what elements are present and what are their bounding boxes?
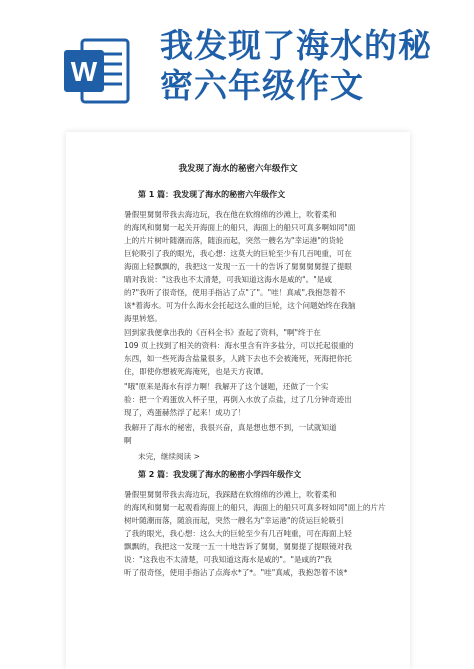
text-line: 巨轮吸引了我的眼光，我心想：这莫大的巨轮至少有几百吨重，可在 [124,249,352,258]
section-2-paragraph-1 [124,488,410,579]
text-line: 回到家我便拿出我的《百科全书》查起了资料，"啊"终于在 [124,328,321,337]
text-line: 了我的眼光，我心想：这么大的巨轮至少有几百吨重，可在海面上轻 [124,529,352,538]
section-1-paragraph-3 [124,380,410,419]
text-line: 的?"我听了很奇怪，使用手指沾了点"了"。"哇！真咸",我抱怨着不 [124,288,346,297]
text-line: 听了很奇怪，使用手指沾了点海水*了*。"哇"真咸，我抱怨着不该* [124,568,348,577]
text-line: 的海风和舅舅一起观看海面上的船只，海面上的船只可真多呀如同"面上的片片 [124,503,386,512]
text-line: 海面上轻飘飘的，我把这一发现一五一十的告诉了舅舅舅舅提了提眼 [124,262,352,271]
svg-text:W: W [70,56,98,87]
text-line: 现了，鸡蛋赫然浮了起来！成功了！ [124,408,246,417]
continue-reading-link[interactable]: 未完，继续阅读 > [138,452,200,461]
text-line: 我解开了海水的秘密，我很兴奋，真是想也想不到，一试就知道 [124,423,337,432]
text-line: 东西，如一些死海含盐量很多，人跳下去也不会被淹死，死海把你托 [124,354,352,363]
text-line: 树叶随潮而落，随浪而起，突然一艘名为"幸运港"的货运巨轮吸引 [124,516,344,525]
document-page [66,132,410,669]
section-1-paragraph-4 [124,421,410,447]
section-1-paragraph-2 [124,326,410,378]
text-line: 的海风和舅舅一起关开海面上的船只，海面上的船只可真多啊如同"面 [124,223,356,232]
text-line: 暑假里舅舅带我去海边玩，我踩踏在软绵绵的沙滩上，吹着柔和 [124,490,337,499]
text-line: 住，即使你想被死海淹死，也是天方夜谭。 [124,367,269,376]
text-line: "哦"原来是海水有浮力啊！我解开了这个谜题，还做了一个实 [124,382,329,391]
banner-title-line1: 我发现了海水的秘 [160,26,432,65]
banner [0,0,474,135]
text-line: 睛对我说："这我也不太清楚，可我知道这海水是咸的"。"是咸 [124,275,332,284]
document-title: 我发现了海水的秘密六年级作文 [178,164,298,174]
text-line: 109 页上找到了相关的资料：海水里含有许多盐分，可以托起很重的 [124,341,354,350]
text-line: 说："这我也不太清楚，可我知道这海水是咸的"。"是咸的?"我 [124,555,332,564]
section-1-paragraph-1 [124,208,410,325]
section-2-heading: 第 2 篇：我发现了海水的秘密小学四年级作文 [138,470,302,479]
section-1-heading: 第 1 篇：我发现了海水的秘密六年级作文 [138,190,286,199]
text-line: 上的片片树叶随潮而落，随浪而起，突然一艘名为"幸运港"的货轮 [124,236,344,245]
text-line: 飘飘的，我把这一发现一五一十地告诉了舅舅，舅舅提了提眼镜对我 [124,542,352,551]
banner-title-line2: 密六年级作文 [160,66,364,105]
text-line: 暑假里舅舅带我去海边玩，我在他在软绵绵的沙滩上，吹着柔和 [124,210,337,219]
text-line: 该*着海水。可为什么海水会托起这么重的巨轮，这个问题始终在我脑 [124,301,356,310]
word-document-icon [62,34,132,108]
text-line: 验：把一个鸡蛋放入杯子里，再倒入水放了点盐，过了几分钟奇迹出 [124,395,352,404]
text-line: 海里转悠。 [124,314,162,323]
text-line: 啊 [124,436,132,445]
banner-title [160,26,460,106]
